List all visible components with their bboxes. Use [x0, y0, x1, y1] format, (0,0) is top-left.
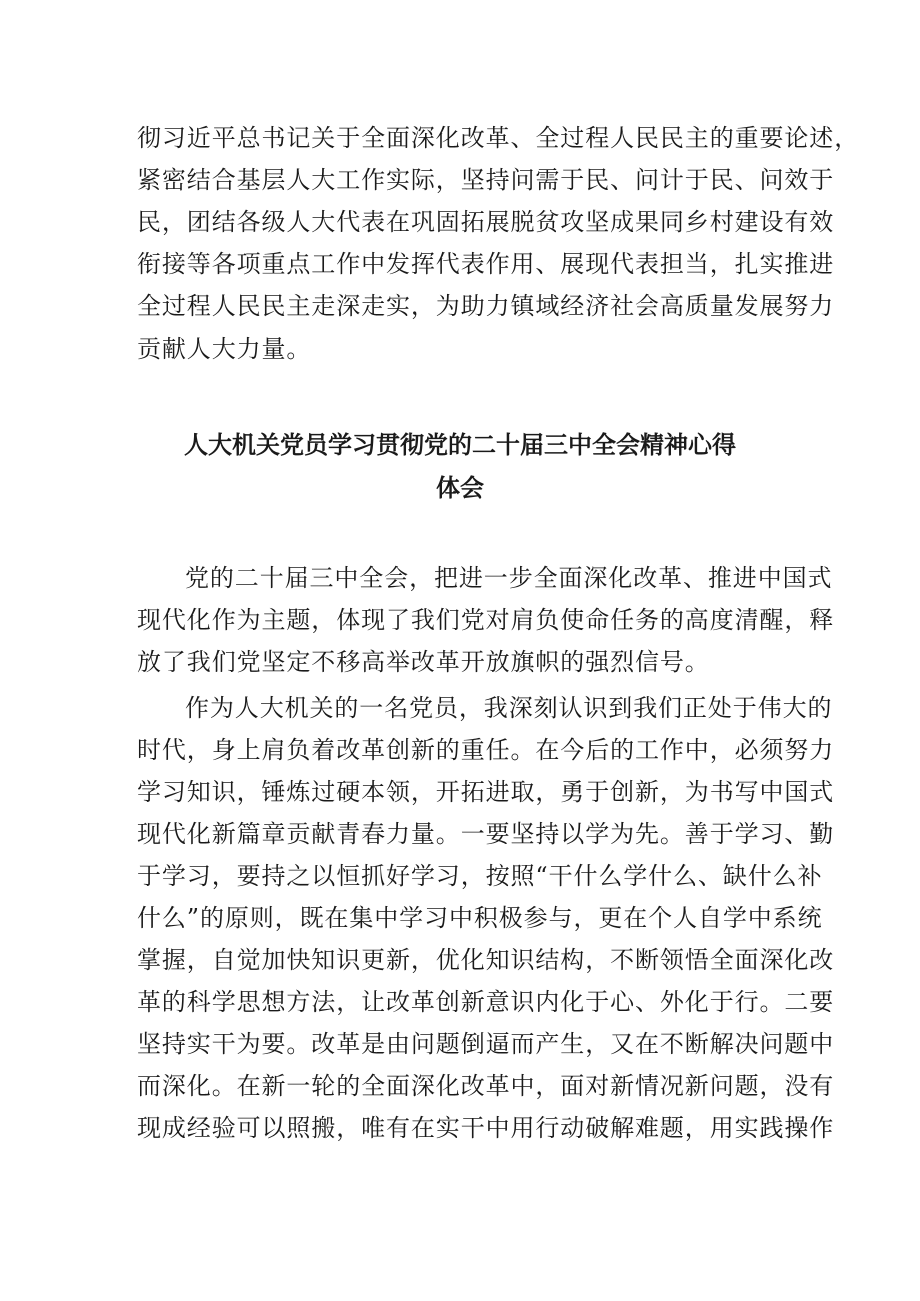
text-line: 放了我们党坚定不移高举改革开放旗帜的强烈信号。 — [137, 648, 710, 676]
text-line: 坚持实干为要。改革是由问题倒逼而产生，又在不断解决问题中 — [137, 1030, 835, 1058]
text-line: 掌握，自觉加快知识更新，优化知识结构，不断领悟全面深化改 — [137, 946, 835, 974]
text-line: 什么”的原则，既在集中学习中积极参与，更在个人自学中系统 — [137, 904, 823, 932]
text-line: 现成经验可以照搬，唯有在实干中用行动破解难题，用实践操作 — [137, 1114, 835, 1142]
text-line: 现代化作为主题，体现了我们党对肩负使命任务的高度清醒，释 — [137, 606, 835, 634]
text-line: 贡献人大力量。 — [137, 335, 312, 363]
text-line: 紧密结合基层人大工作实际，坚持问需于民、问计于民、问效于 — [137, 166, 835, 194]
text-line: 而深化。在新一轮的全面深化改革中，面对新情况新问题，没有 — [137, 1072, 835, 1100]
text-line: 时代，身上肩负着改革创新的重任。在今后的工作中，必须努力 — [137, 736, 835, 764]
text-line: 衔接等各项重点工作中发挥代表作用、展现代表担当，扎实推进 — [137, 250, 835, 278]
text-line: 学习知识，锤炼过硬本领，开拓进取，勇于创新，为书写中国式 — [137, 778, 835, 806]
text-line: 作为人大机关的一名党员，我深刻认识到我们正处于伟大的 — [185, 694, 833, 722]
text-line: 革的科学思想方法，让改革创新意识内化于心、外化于行。二要 — [137, 988, 835, 1016]
text-line: 现代化新篇章贡献青春力量。一要坚持以学为先。善于学习、勤 — [137, 820, 835, 848]
text-line: 彻习近平总书记关于全面深化改革、全过程人民民主的重要论述， — [137, 124, 860, 152]
title-line: 人大机关党员学习贯彻党的二十届三中全会精神心得 — [184, 431, 736, 459]
text-line: 于学习，要持之以恒抓好学习，按照“干什么学什么、缺什么补 — [137, 862, 823, 890]
text-line: 民，团结各级人大代表在巩固拓展脱贫攻坚成果同乡村建设有效 — [137, 208, 835, 236]
text-line: 全过程人民民主走深走实，为助力镇域经济社会高质量发展努力 — [137, 292, 835, 320]
title-line: 体会 — [436, 474, 484, 502]
text-line: 党的二十届三中全会，把进一步全面深化改革、推进中国式 — [185, 564, 833, 592]
